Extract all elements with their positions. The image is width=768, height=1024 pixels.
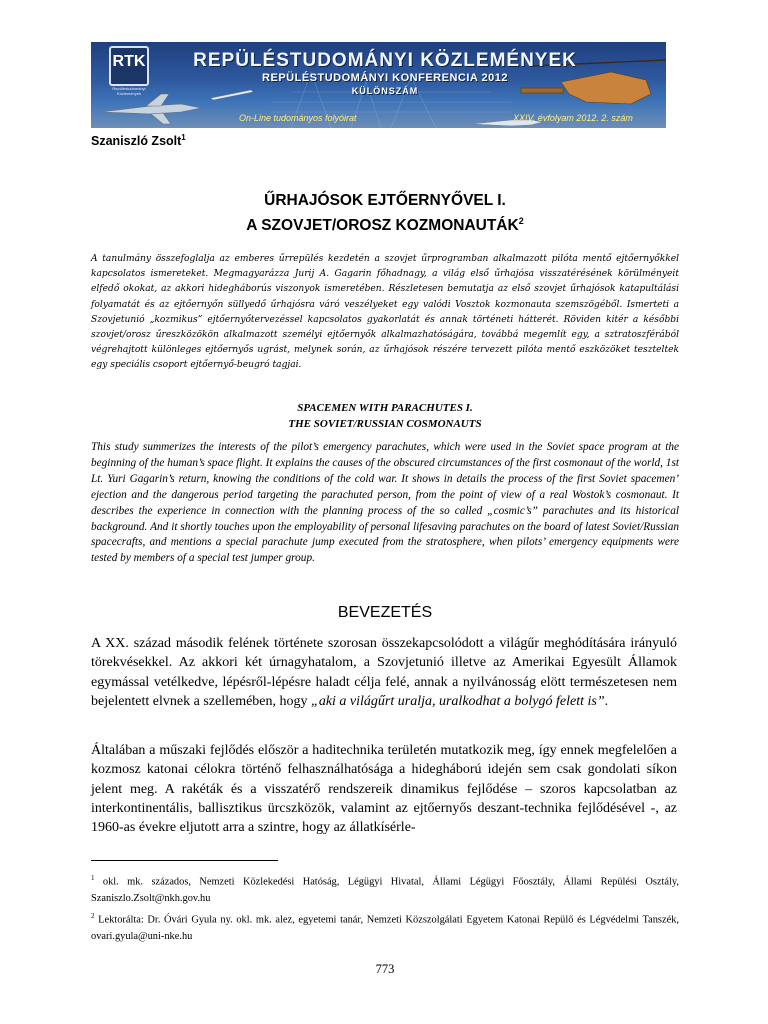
footnote-divider <box>91 860 278 861</box>
journal-logo: RTK <box>109 46 149 86</box>
journal-title: REPÜLÉSTUDOMÁNYI KÖZLEMÉNYEK <box>193 50 577 71</box>
page-number: 773 <box>375 962 395 976</box>
journal-header-banner <box>91 42 666 128</box>
english-title-line2: THE SOVIET/RUSSIAN COSMONAUTS <box>288 418 482 430</box>
paper-title-line1: ŰRHAJÓSOK EJTŐERNYŐVEL I. <box>264 192 506 209</box>
paper-title-line2-text: A SZOVJET/OROSZ KOZMONAUTÁK <box>246 217 519 235</box>
footnote-2 <box>91 908 679 946</box>
special-issue-label: KÜLÖNSZÁM <box>351 86 419 96</box>
volume-label: XXIV. évfolyam 2012. 2. szám <box>513 113 633 123</box>
footnote-1 <box>91 870 679 908</box>
author-name <box>91 133 186 148</box>
body-paragraph-1-text: A XX. század második felének története szorosan összekapcsolódott a világűr meghódítására irányuló törekvésekkel. Az akkori két úrnagyhatalom, a Szovjetunió illetve az Amerikai Egyesült Államok egymással vetélkedve, lépésről-lépésre haladt célja felé, annak a nyilvánosság elött természetesen nem bejelentett elvnek a szellemében, hogy <box>91 636 677 709</box>
body-paragraph-1-quote: „aki a világűrt uralja, uralkodhat a bolygó felett is” <box>311 693 605 709</box>
english-title-line1: SPACEMEN WITH PARACHUTES I. <box>297 402 473 414</box>
paper-title <box>91 190 679 236</box>
abstract-english: This study summerizes the interests of the pilot’s emergency parachutes, which were used in the Soviet space program at the beginning of the human’s space flight. It explains the causes of the obscured circumstances of the first cosmonaut of the world, 1st Lt. Yuri Gagarin’s return, knowing the conditions of the cold war. It shows in details the process of the first Soviet spacemen’ ejection and the dangerous period targeting the parachuted person, from the point of view of a real Wostok’s cosmonaut. It describes the experience in connection with the planning process of the so called „cosmic’s” parachutes and its historical background. And it shortly touches upon the employability of personal lifesaving parachutes on the board of latest Soviet/Russian spacecrafts, and mentions a special parachute jump executed from the stratosphere, when pilots’ emergency equipments were tested by members of a special test jumper group. <box>91 441 679 565</box>
online-journal-label: On-Line tudományos folyóirat <box>239 113 357 123</box>
abstract-hungarian: A tanulmány összefoglalja az emberes űrrepülés kezdetén a szovjet űrprogramban alkalmazott pilóta mentő ejtőernyőkkel kapcsolatos ismereteket. Megmagyarázza Jurij A. Gagarin főhadnagy, a világ első űrhajósa visszatérésének körülményeit elfedő okokat, az akkori hidegháborús viszonyok ismeretében. Részletesen bemutatja az első szovjet űrhajósok katapultálási folyamatát és az ejtőernyőn süllyedő űrhajósra váró veszélyeket egy valódi Vosztok kozmonauta szemszögéből. Ismerteti a Szovjetunió „kozmikus” ejtőernyőtervezéssel kapcsolatos gyakorlatát és annak történeti hátterét. Röviden kitér a későbbi szovjet/orosz űreszközökön alkalmazott személyi ejtőernyők alkalmazhatóságára, továbbá megemlít egy, a sztratoszférából végrehajtott különleges ejtőernyős ugrást, melynek során, az űrhajósok részére tervezett pilóta mentő eszközöket teszteltek egy speciális csoport ejtőernyő-beugró tagjai. <box>91 254 679 371</box>
footnote-1-text: okl. mk. százados, Nemzeti Közlekedési Hatóság, Légügyi Hivatal, Állami Légügyi Főosztály, Állami Repülési Osztály, Szaniszlo.Zsolt@nkh.gov.hu <box>91 876 679 905</box>
footnote-2-mark: 2 <box>91 911 95 920</box>
body-paragraph-2: Általában a műszaki fejlődés először a haditechnika területén mutatkozik meg, így ennek megfelelően a kozmosz katonai célokra történő felhasználhatósága a hidegháború idején sem csak gondolati síkon jelent meg. A rakéták és a visszatérő rendszereik dinamikus fejlődése – szoros kapcsolatban az interkontinentális, ballisztikus ürcszközök, valamint az ejtőernyős deszant-technika fejlődésével -, az 1960-as évekre eljutott arra a szintre, hogy az állatkísérle- <box>91 743 677 836</box>
footnote-1-mark: 1 <box>91 874 95 882</box>
english-title <box>91 400 679 432</box>
body-paragraph-1 <box>91 634 677 711</box>
journal-logo-caption: Repüléstudományi Közlemények <box>112 86 146 96</box>
author-footnote-mark[interactable]: 1 <box>181 133 186 142</box>
fighter-jet-icon <box>101 94 201 124</box>
footnotes <box>91 870 679 945</box>
body-paragraph-1-end: . <box>604 693 609 709</box>
author-name-text: Szaniszló Zsolt <box>91 134 182 149</box>
footnote-2-text: Lektorálta: Dr. Óvári Gyula ny. okl. mk. alez, egyetemi tanár, Nemzeti Közszolgálati Egyetem Katonai Repülő és Légvédelmi Tanszék, ovari.gyula@uni-nke.hu <box>91 914 679 942</box>
paper-title-line2 <box>91 211 679 236</box>
conference-title: REPÜLÉSTUDOMÁNYI KONFERENCIA 2012 <box>262 72 508 84</box>
title-footnote-mark[interactable]: 2 <box>518 216 524 226</box>
section-heading: BEVEZETÉS <box>337 604 433 621</box>
